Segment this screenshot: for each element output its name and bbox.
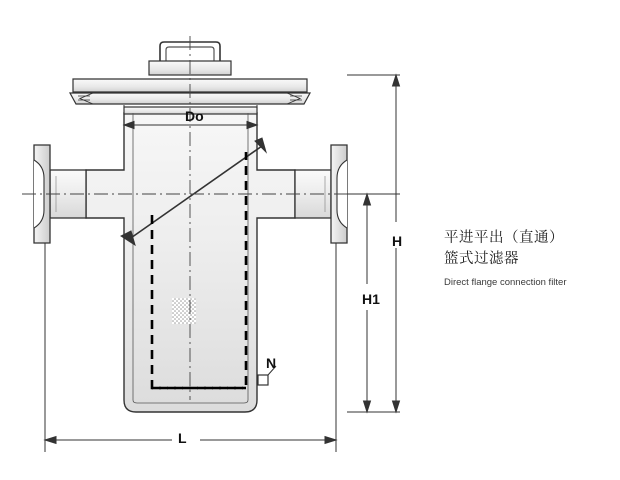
dimension-label-h1: H1 bbox=[362, 291, 380, 307]
title-cn-line2: 篮式过滤器 bbox=[444, 251, 519, 267]
dimension-label-do: Do bbox=[185, 108, 204, 124]
drain-nozzle-square bbox=[258, 375, 268, 385]
title-cn-line1: 平进平出（直通） bbox=[444, 230, 564, 246]
mesh-texture-sample bbox=[172, 298, 196, 324]
dimension-label-l: L bbox=[178, 430, 187, 446]
title-en: Direct flange connection filter bbox=[444, 277, 567, 288]
dimension-label-h: H bbox=[392, 233, 403, 249]
vessel-outline bbox=[86, 113, 295, 412]
caption-block bbox=[444, 228, 616, 289]
vessel-body bbox=[86, 107, 295, 412]
dimension-label-n: N bbox=[266, 355, 277, 371]
